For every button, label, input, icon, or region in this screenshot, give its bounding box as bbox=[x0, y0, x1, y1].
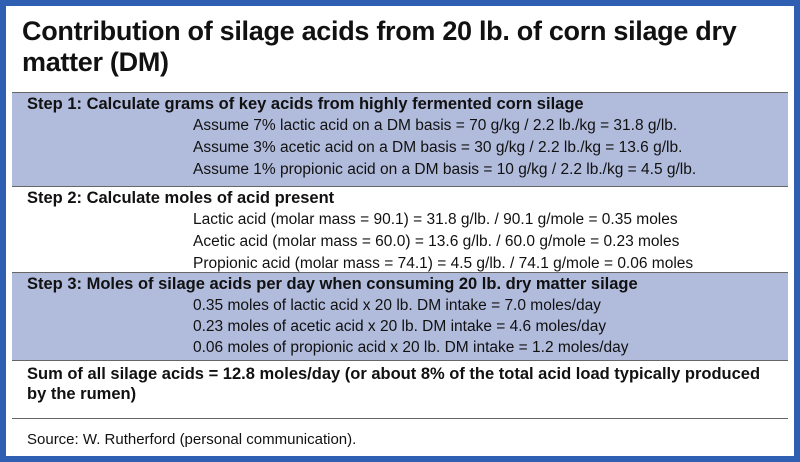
step-1-heading: Step 1: Calculate grams of key acids from highly fermented corn silage bbox=[27, 95, 584, 113]
step-3-line-2: 0.23 moles of acetic acid x 20 lb. DM intake = 4.6 moles/day bbox=[193, 318, 607, 335]
step-1-line-3: Assume 1% propionic acid on a DM basis = 10 g/kg / 2.2 lb./kg = 4.5 g/lb. bbox=[193, 161, 697, 178]
divider bbox=[12, 272, 788, 273]
step-3-line-3: 0.06 moles of propionic acid x 20 lb. DM intake = 1.2 moles/day bbox=[193, 339, 629, 356]
source-note: Source: W. Rutherford (personal communication). bbox=[27, 431, 357, 448]
step-2-line-3: Propionic acid (molar mass = 74.1) = 4.5 g/lb. / 74.1 g/mole = 0.06 moles bbox=[193, 255, 694, 272]
table-title: Contribution of silage acids from 20 lb. of corn silage dry matter (DM) bbox=[22, 16, 737, 77]
divider bbox=[12, 418, 788, 419]
step-1-line-1: Assume 7% lactic acid on a DM basis = 70 g/kg / 2.2 lb./kg = 31.8 g/lb. bbox=[193, 117, 678, 134]
divider bbox=[12, 186, 788, 187]
step-2-heading: Step 2: Calculate moles of acid present bbox=[27, 189, 335, 207]
step-1-line-2: Assume 3% acetic acid on a DM basis = 30 g/kg / 2.2 lb./kg = 13.6 g/lb. bbox=[193, 139, 683, 156]
step-3-line-1: 0.35 moles of lactic acid x 20 lb. DM intake = 7.0 moles/day bbox=[193, 297, 601, 314]
divider bbox=[12, 92, 788, 93]
step-2-line-1: Lactic acid (molar mass = 90.1) = 31.8 g/lb. / 90.1 g/mole = 0.35 moles bbox=[193, 211, 678, 228]
divider bbox=[12, 360, 788, 361]
step-3-heading: Step 3: Moles of silage acids per day when consuming 20 lb. dry matter silage bbox=[27, 275, 638, 293]
step-2-line-2: Acetic acid (molar mass = 60.0) = 13.6 g/lb. / 60.0 g/mole = 0.23 moles bbox=[193, 233, 680, 250]
summary-text: Sum of all silage acids = 12.8 moles/day (or about 8% of the total acid load typically produced by the rumen) bbox=[27, 365, 761, 403]
